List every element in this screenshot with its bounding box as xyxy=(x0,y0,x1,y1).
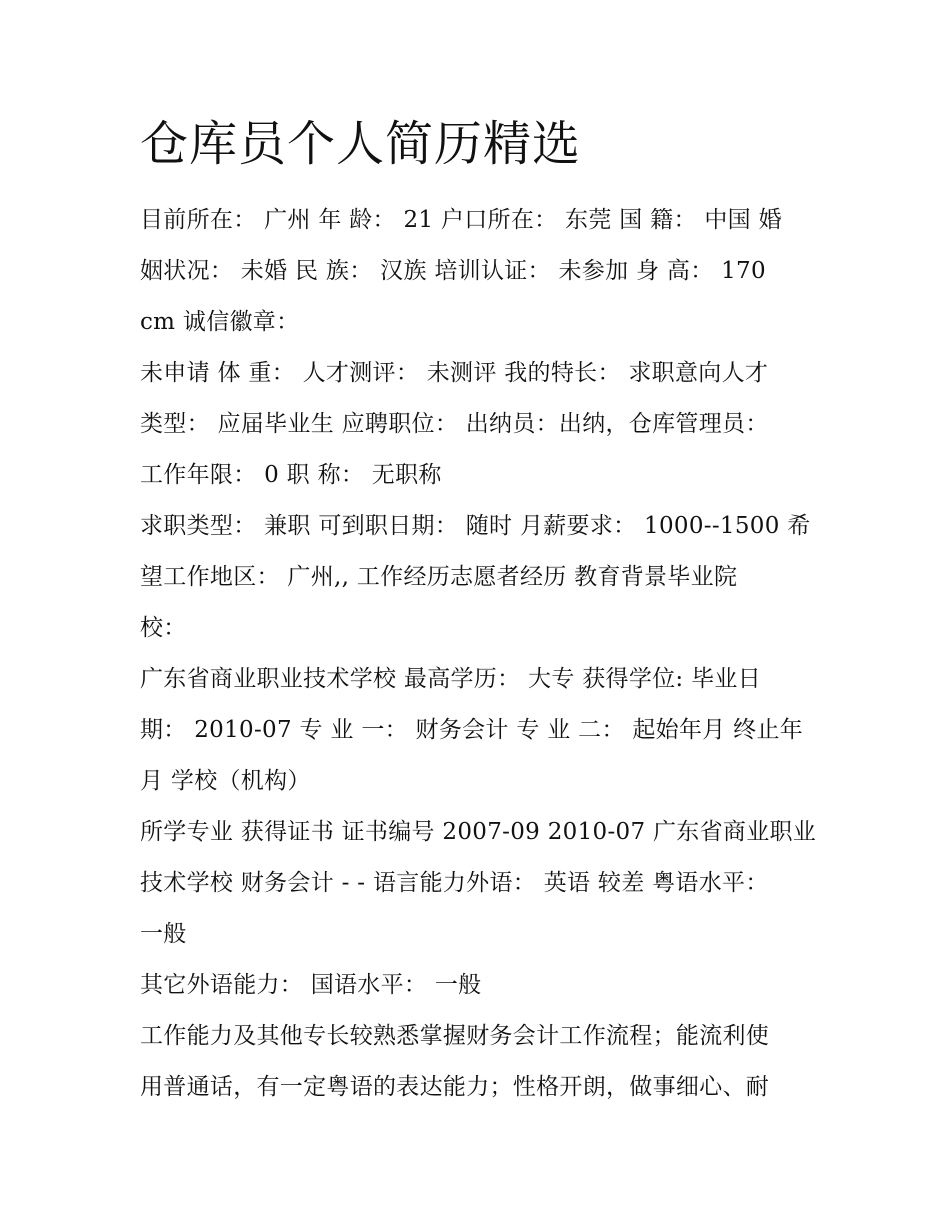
text-line: 姻状况： 未婚 民 族： 汉族 培训认证： 未参加 身 高： 170 xyxy=(140,258,766,284)
document-title: 仓库员个人简历精选 xyxy=(140,116,582,172)
text-line: 校： xyxy=(140,615,187,641)
text-line: 望工作地区： 广州,, 工作经历志愿者经历 教育背景毕业院 xyxy=(140,564,738,590)
text-line: 其它外语能力： 国语水平： 一般 xyxy=(140,972,482,998)
text-line: 目前所在： 广州 年 龄： 21 户口所在： 东莞 国 籍： 中国 婚 xyxy=(140,207,782,233)
text-line: 所学专业 获得证书 证书编号 2007-09 2010-07 广东省商业职业 xyxy=(140,819,817,845)
text-line: cm 诚信徽章： xyxy=(140,309,300,335)
text-line: 月 学校（机构） xyxy=(140,768,311,794)
text-line: 工作能力及其他专长较熟悉掌握财务会计工作流程；能流利使 xyxy=(140,1023,770,1049)
text-line: 期： 2010-07 专 业 一： 财务会计 专 业 二： 起始年月 终止年 xyxy=(140,717,804,743)
text-line: 工作年限： 0 职 称： 无职称 xyxy=(140,462,442,488)
text-line: 技术学校 财务会计 - - 语言能力外语： 英语 较差 粤语水平： xyxy=(140,870,769,896)
text-line: 用普通话，有一定粤语的表达能力；性格开朗，做事细心、耐 xyxy=(140,1074,770,1100)
text-line: 类型： 应届毕业生 应聘职位： 出纳员：出纳，仓库管理员： xyxy=(140,411,769,437)
text-line: 求职类型： 兼职 可到职日期： 随时 月薪要求： 1000--1500 希 xyxy=(140,513,811,539)
text-line: 一般 xyxy=(140,921,187,947)
text-line: 未申请 体 重： 人才测评： 未测评 我的特长： 求职意向人才 xyxy=(140,360,769,386)
text-line: 广东省商业职业技术学校 最高学历： 大专 获得学位: 毕业日 xyxy=(140,666,761,692)
